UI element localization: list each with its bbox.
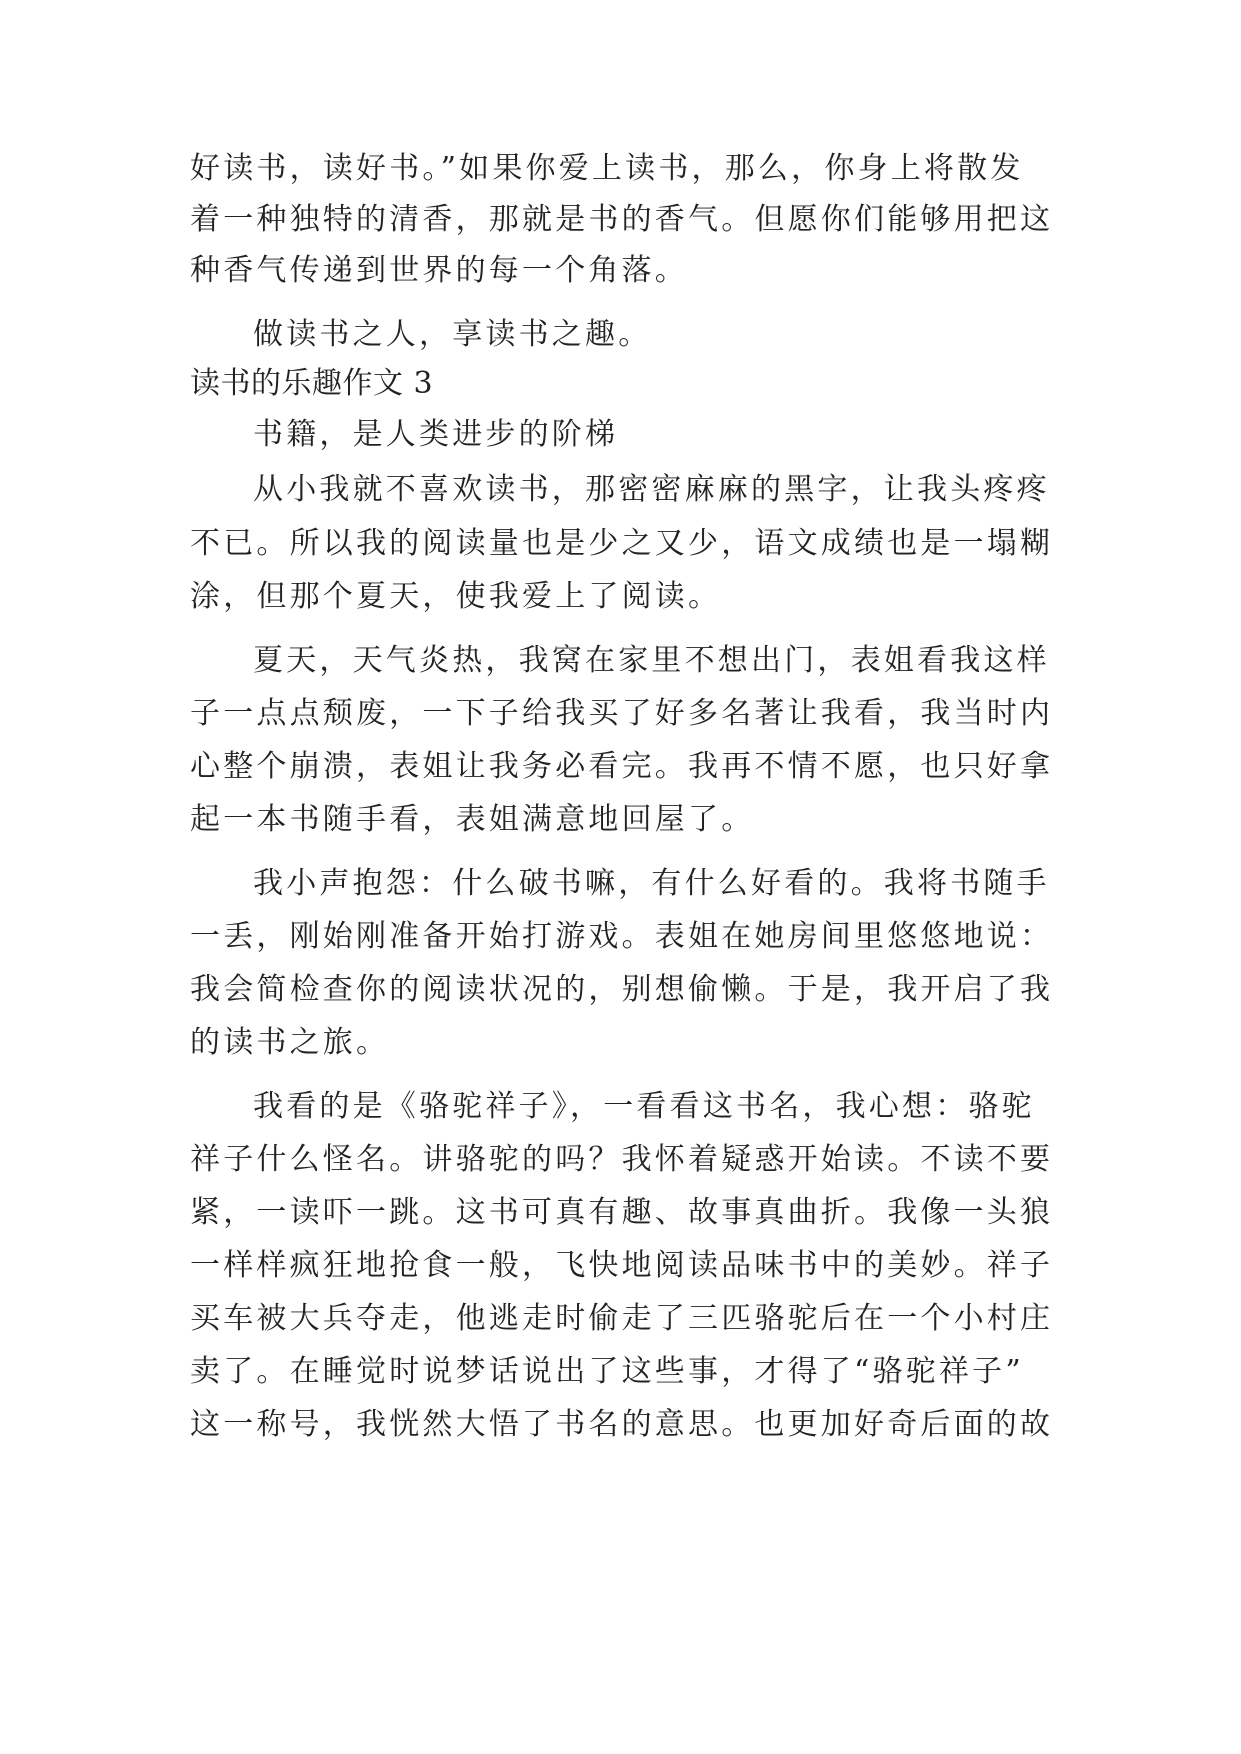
text-line: 涂，但那个夏天，使我爱上了阅读。 (190, 579, 722, 614)
text-line: 书籍，是人类进步的阶梯 (253, 417, 619, 452)
text-line: 种香气传递到世界的每一个角落。 (190, 253, 688, 288)
text-line: 紧，一读吓一跳。这书可真有趣、故事真曲折。我像一头狼 (190, 1195, 1054, 1230)
text-line: 起一本书随手看，表姐满意地回屋了。 (190, 802, 755, 837)
text-line: 从小我就不喜欢读书，那密密麻麻的黑字，让我头疼疼 (253, 472, 1050, 507)
text-line: 一丢，刚始刚准备开始打游戏。表姐在她房间里悠悠地说： (190, 919, 1054, 954)
text-line: 不已。所以我的阅读量也是少之又少，语文成绩也是一塌糊 (190, 526, 1054, 561)
text-line: 的读书之旅。 (190, 1025, 390, 1060)
text-line: 这一称号，我恍然大悟了书名的意思。也更加好奇后面的故 (190, 1407, 1054, 1442)
text-line: 着一种独特的清香，那就是书的香气。但愿你们能够用把这 (190, 202, 1054, 237)
text-line: 子一点点颓废，一下子给我买了好多名著让我看，我当时内 (190, 696, 1054, 731)
text-line: 我看的是《骆驼祥子》，一看看这书名，我心想：骆驼 (253, 1089, 1035, 1124)
text-line: 夏天，天气炎热，我窝在家里不想出门，表姐看我这样 (253, 643, 1050, 678)
text-line: 我小声抱怨：什么破书嘛，有什么好看的。我将书随手 (253, 866, 1050, 901)
text-line: 买车被大兵夺走，他逃走时偷走了三匹骆驼后在一个小村庄 (190, 1301, 1054, 1336)
text-line: 一样样疯狂地抢食一般，飞快地阅读品味书中的美妙。祥子 (190, 1248, 1054, 1283)
text-line: 做读书之人，享读书之趣。 (253, 317, 652, 352)
text-line: 我会简检查你的阅读状况的，别想偷懒。于是，我开启了我 (190, 972, 1054, 1007)
text-line: 祥子什么怪名。讲骆驼的吗？我怀着疑惑开始读。不读不要 (190, 1142, 1054, 1177)
text-line: 好读书，读好书。”如果你爱上读书，那么，你身上将散发 (190, 151, 1024, 186)
text-line: 卖了。在睡觉时说梦话说出了这些事，才得了“骆驼祥子” (190, 1354, 1024, 1389)
section-heading: 读书的乐趣作文 3 (190, 366, 434, 401)
text-line: 心整个崩溃，表姐让我务必看完。我再不情不愿，也只好拿 (190, 749, 1054, 784)
